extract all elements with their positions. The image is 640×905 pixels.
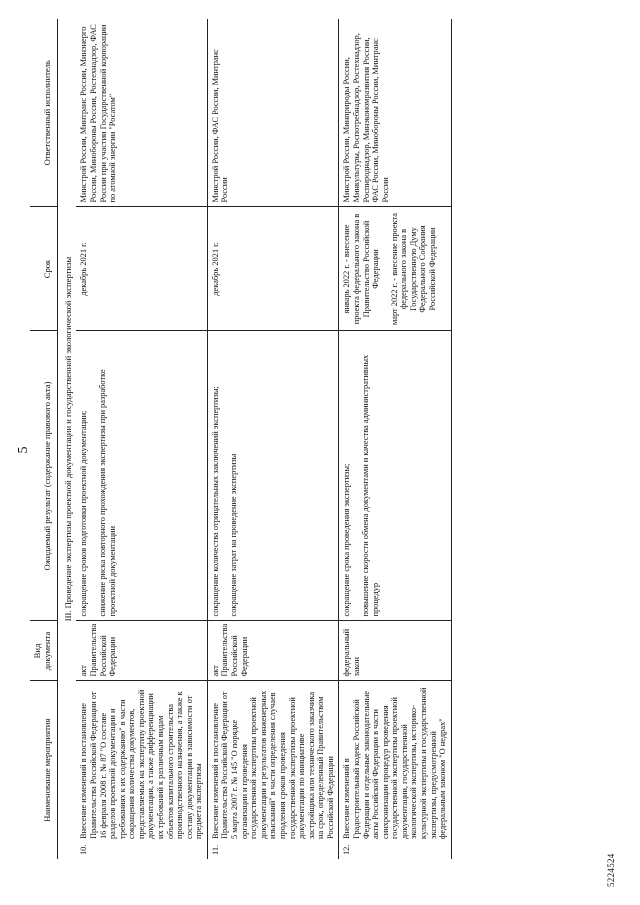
result-item: повышение скорости обмена документами и качества административных процедур xyxy=(361,354,380,617)
measure-name-cell xyxy=(207,681,339,859)
result-item: сокращение количества отрицательных заключений экспертизы; xyxy=(210,386,220,617)
row-number: 10. xyxy=(79,844,89,855)
doc-type: акт Правительства Российской Федерации xyxy=(76,621,207,681)
deadline: декабрь 2021 г. xyxy=(207,207,339,331)
measure-name-cell xyxy=(339,681,451,859)
result-item: снижение риска повторного прохождения экспертизы при разработке проектной документации xyxy=(97,369,117,617)
doc-type: акт Правительства Российской Федерации xyxy=(207,621,339,681)
table-header-row xyxy=(30,19,57,859)
header-doc-type: Вид документа xyxy=(30,621,57,681)
measure-name-cell xyxy=(76,681,207,859)
header-name: Наименование мероприятия xyxy=(30,681,57,859)
page-number: 5 xyxy=(16,446,31,454)
result-item: сокращение сроков подготовки проектной документации; xyxy=(79,410,89,617)
result-cell xyxy=(207,331,339,621)
result-item: сокращение затрат на проведение экспертизы xyxy=(229,453,239,617)
table-row xyxy=(339,19,451,859)
measures-table xyxy=(30,19,452,859)
deadline-item: январь 2022 г. - внесение проекта федерального закона в Правительство Российской Федерации xyxy=(342,213,381,325)
measure-name: Внесение изменений в постановление Правительства Российской Федерации от 16 февраля 2008 г. № 87 "О составе разделов проектной документации и требованиях к их содержанию" в части сокращения количества документов, представляемых на экспертизу проектной документации, а также дифференциации их требований к различным видам объектов капитального строительства производственного назначения, а также к составу документации в зависимости от предмета экспертизы xyxy=(79,689,204,839)
doc-type: федеральный закон xyxy=(339,621,451,681)
header-deadline: Срок xyxy=(30,207,57,331)
responsible: Минстрой России, Минтранс России, Минэнерго России, Минобороны России, Ростехнадзор, ФАС России при участии Государственной корпорации по атомной энергии "Росатом" xyxy=(76,19,207,207)
result-cell xyxy=(76,331,207,621)
measure-name: Внесение изменений в постановление Правительства Российской Федерации от 5 марта 2007 г. № 145 "О порядке организации и проведения государственной экспертизы проектной документации и результатов инженерных изысканий" в части определения случаев продления сроков проведения государственной экспертизы проектной документации по инициативе застройщика или технического заказчика на срок, определенный Правительством Российской Федерации xyxy=(210,690,335,839)
table-row xyxy=(76,19,207,859)
header-result: Ожидаемый результат (содержание правового акта) xyxy=(30,331,57,621)
section-row xyxy=(57,19,76,859)
deadline-cell xyxy=(339,207,451,331)
deadline-item: март 2022 г. - внесение проекта федерального закона в Государственную Думу Федерального Собрания Российской Федерации xyxy=(389,213,438,325)
row-number: 11. xyxy=(210,844,220,855)
result-cell xyxy=(339,331,451,621)
table-row xyxy=(207,19,339,859)
deadline: декабрь 2021 г. xyxy=(76,207,207,331)
responsible: Минстрой России, Минприроды России, Минкультуры, Роспотребнадзор, Ростехнадзор, Роспироднадзор, Минэкономразвития России, ФАС России, Минобороны России, Минтранс России xyxy=(339,19,451,207)
result-item: сокращение срока проведения экспертизы; xyxy=(342,463,352,617)
document-code: 5224524 xyxy=(606,853,616,887)
measure-name: Внесение изменений в Градостроительный кодекс Российской Федерации и отдельные законодательные акты Российской Федерации в части синхронизации процедур проведения государственной экспертизы проектной документации, государственной экологической экспертизы, историко-культурной экспертизы и государственной экспертизы, предусмотренной федеральным законом "О недрах" xyxy=(342,687,448,839)
row-number: 12. xyxy=(342,844,352,855)
header-responsible: Ответственный исполнитель xyxy=(30,19,57,207)
responsible: Минстрой России, ФАС России, Минтранс России xyxy=(207,19,339,207)
section-title: III. Проведение экспертизы проектной документации и государственной экологической экспертизы xyxy=(62,256,73,622)
